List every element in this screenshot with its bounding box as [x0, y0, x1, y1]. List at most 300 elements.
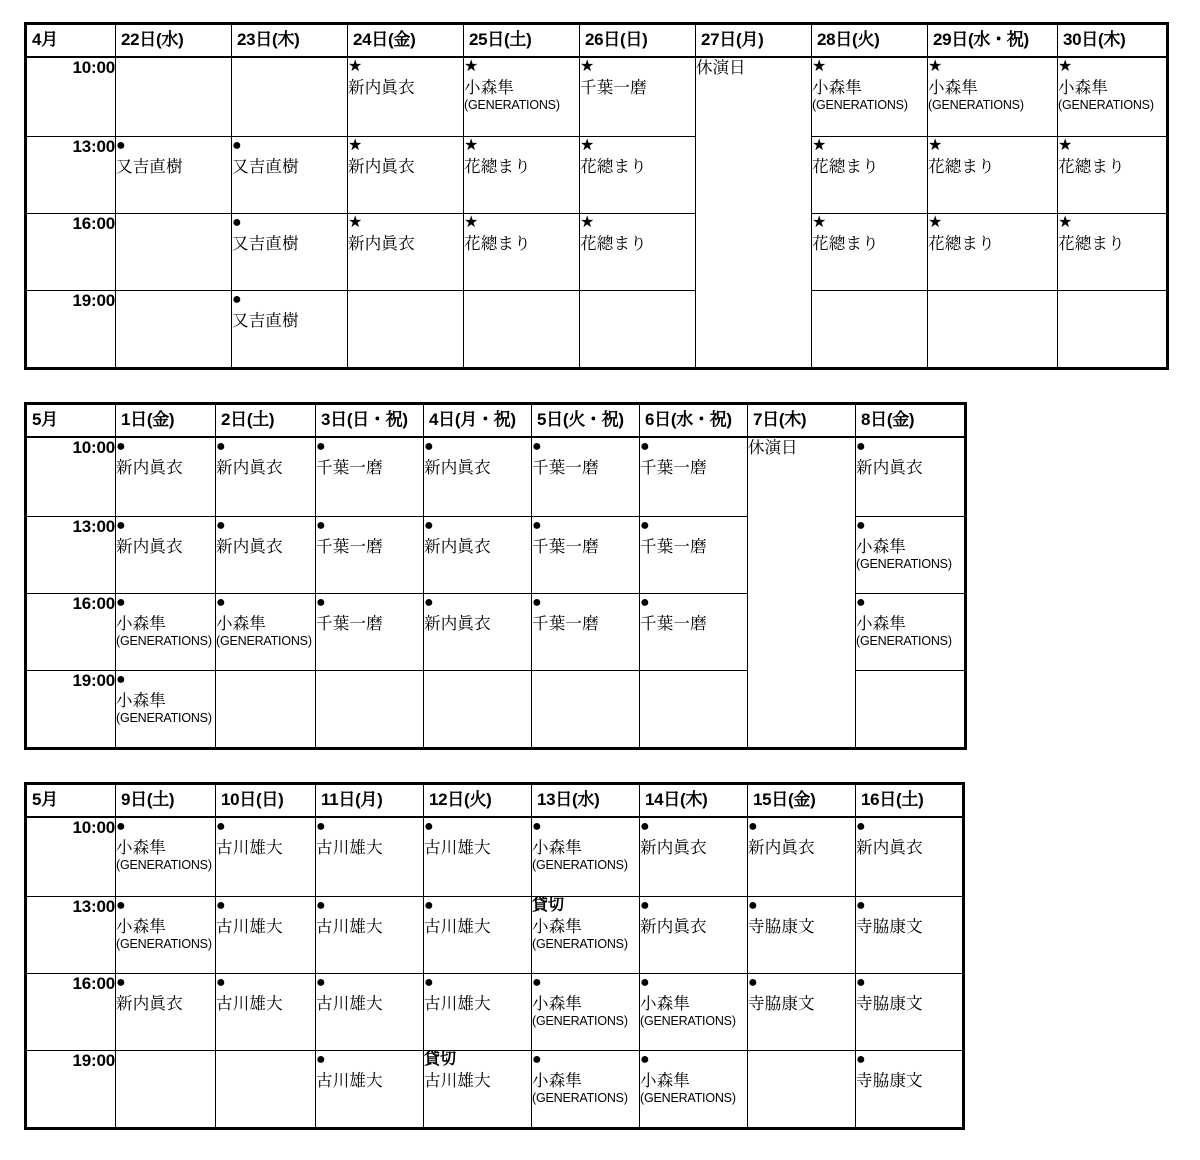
- performance-cell[interactable]: [748, 974, 856, 1051]
- table-header-row: [26, 784, 964, 818]
- closed-day-cell: [696, 57, 812, 369]
- performer-name: 新内眞衣: [640, 918, 707, 936]
- performance-cell[interactable]: [532, 897, 640, 974]
- performer-group: (GENERATIONS): [464, 98, 560, 112]
- performance-cell[interactable]: [640, 517, 748, 594]
- table-header-row: [26, 24, 1168, 58]
- performer-group: (GENERATIONS): [116, 711, 212, 725]
- time-label: 10:00: [26, 817, 116, 897]
- performance-cell[interactable]: [1058, 57, 1168, 137]
- performer-name: 花總まり: [812, 235, 879, 253]
- performance-cell[interactable]: [232, 291, 348, 369]
- performance-cell[interactable]: [316, 517, 424, 594]
- performer-name: 小森隼: [856, 538, 907, 556]
- performer-group: (GENERATIONS): [532, 1014, 628, 1028]
- circle-icon: ●: [216, 438, 226, 455]
- circle-icon: ●: [216, 594, 226, 611]
- performer-name: 寺脇康文: [748, 918, 815, 936]
- empty-cell: [1058, 291, 1168, 369]
- performer-name: 千葉一磨: [316, 615, 383, 633]
- performer-name: 花總まり: [464, 158, 531, 176]
- performance-cell[interactable]: [116, 594, 216, 671]
- performance-cell[interactable]: [532, 594, 640, 671]
- circle-icon: ●: [116, 137, 126, 154]
- circle-icon: ●: [216, 517, 226, 534]
- performance-cell[interactable]: [116, 517, 216, 594]
- schedule-row: [26, 437, 966, 517]
- performer-name: 新内眞衣: [116, 995, 183, 1013]
- circle-icon: ●: [216, 897, 226, 914]
- performance-cell[interactable]: [424, 817, 532, 897]
- performance-cell[interactable]: [116, 974, 216, 1051]
- performer-name: 新内眞衣: [216, 538, 283, 556]
- performer-group: (GENERATIONS): [532, 858, 628, 872]
- performance-cell[interactable]: [116, 897, 216, 974]
- time-label: 19:00: [26, 1051, 116, 1129]
- time-label: 10:00: [26, 57, 116, 137]
- performance-cell[interactable]: [640, 897, 748, 974]
- performer-name: 小森隼: [532, 839, 583, 857]
- performance-cell[interactable]: [216, 974, 316, 1051]
- day-header: 27日(月): [696, 24, 812, 58]
- performer-group: (GENERATIONS): [812, 98, 908, 112]
- circle-icon: ●: [316, 517, 326, 534]
- day-header: 26日(日): [580, 24, 696, 58]
- performance-cell[interactable]: [856, 817, 964, 897]
- performance-cell[interactable]: [216, 437, 316, 517]
- performer-name: 古川雄大: [424, 995, 491, 1013]
- star-icon: ★: [1058, 137, 1073, 154]
- performer-group: (GENERATIONS): [216, 634, 312, 648]
- day-header: 2日(土): [216, 404, 316, 438]
- performer-name: 千葉一磨: [532, 538, 599, 556]
- empty-cell: [216, 1051, 316, 1129]
- performance-cell[interactable]: [812, 57, 928, 137]
- circle-icon: ●: [640, 818, 650, 835]
- star-icon: ★: [1058, 214, 1073, 231]
- performer-name: 新内眞衣: [348, 235, 415, 253]
- performer-name: 新内眞衣: [424, 538, 491, 556]
- day-header: 6日(水・祝): [640, 404, 748, 438]
- schedule-tables-container: [24, 22, 1176, 1130]
- star-icon: ★: [580, 214, 595, 231]
- empty-cell: [748, 1051, 856, 1129]
- schedule-row: [26, 817, 964, 897]
- circle-icon: ●: [424, 438, 434, 455]
- day-header: 12日(火): [424, 784, 532, 818]
- circle-icon: ●: [424, 594, 434, 611]
- circle-icon: ●: [316, 1051, 326, 1068]
- day-header: 13日(水): [532, 784, 640, 818]
- performance-cell[interactable]: [580, 214, 696, 291]
- circle-icon: ●: [856, 897, 866, 914]
- performer-name: 又吉直樹: [232, 312, 299, 330]
- performer-name: 古川雄大: [424, 839, 491, 857]
- performance-cell[interactable]: [748, 897, 856, 974]
- day-header: 9日(土): [116, 784, 216, 818]
- day-header: 22日(水): [116, 24, 232, 58]
- performance-cell[interactable]: [464, 57, 580, 137]
- performance-cell[interactable]: [640, 817, 748, 897]
- circle-icon: ●: [532, 818, 542, 835]
- star-icon: ★: [580, 137, 595, 154]
- empty-cell: [928, 291, 1058, 369]
- performer-name: 新内眞衣: [348, 158, 415, 176]
- table-may-second: [24, 782, 965, 1130]
- performer-name: 小森隼: [1058, 79, 1109, 97]
- circle-icon: ●: [316, 818, 326, 835]
- day-header: 3日(日・祝): [316, 404, 424, 438]
- performance-cell[interactable]: [580, 57, 696, 137]
- performer-name: 小森隼: [116, 839, 167, 857]
- performance-cell[interactable]: [856, 897, 964, 974]
- circle-icon: ●: [532, 517, 542, 534]
- day-header: 10日(日): [216, 784, 316, 818]
- performer-name: 古川雄大: [216, 918, 283, 936]
- performance-cell[interactable]: [424, 517, 532, 594]
- performer-name: 花總まり: [580, 158, 647, 176]
- performer-name: 千葉一磨: [580, 79, 647, 97]
- schedule-row: [26, 137, 1168, 214]
- performer-name: 小森隼: [216, 615, 267, 633]
- star-icon: ★: [928, 214, 943, 231]
- performance-cell[interactable]: [216, 897, 316, 974]
- performer-name: 寺脇康文: [748, 995, 815, 1013]
- empty-cell: [232, 57, 348, 137]
- performance-cell[interactable]: [640, 594, 748, 671]
- empty-cell: [464, 291, 580, 369]
- time-label: 13:00: [26, 517, 116, 594]
- private-booking-label: 貸切: [424, 1051, 457, 1068]
- performer-group: (GENERATIONS): [640, 1014, 736, 1028]
- table-may-first: [24, 402, 967, 750]
- performance-cell[interactable]: [464, 137, 580, 214]
- performance-cell[interactable]: [348, 214, 464, 291]
- performance-cell[interactable]: [424, 974, 532, 1051]
- empty-cell: [216, 671, 316, 749]
- performance-cell[interactable]: [1058, 137, 1168, 214]
- circle-icon: ●: [856, 517, 866, 534]
- circle-icon: ●: [216, 818, 226, 835]
- performer-group: (GENERATIONS): [856, 557, 952, 571]
- performer-name: 千葉一磨: [640, 538, 707, 556]
- performance-cell[interactable]: [216, 817, 316, 897]
- performer-name: 千葉一磨: [532, 615, 599, 633]
- empty-cell: [580, 291, 696, 369]
- empty-cell: [640, 671, 748, 749]
- circle-icon: ●: [116, 438, 126, 455]
- performance-cell[interactable]: [424, 594, 532, 671]
- day-header: 23日(木): [232, 24, 348, 58]
- performance-cell[interactable]: [532, 517, 640, 594]
- performer-name: 小森隼: [640, 1072, 691, 1090]
- circle-icon: ●: [116, 897, 126, 914]
- performer-name: 千葉一磨: [316, 459, 383, 477]
- performer-name: 花總まり: [928, 235, 995, 253]
- empty-cell: [532, 671, 640, 749]
- schedule-row: [26, 1051, 964, 1129]
- performer-name: 古川雄大: [316, 995, 383, 1013]
- month-label: 5月: [26, 784, 116, 818]
- performance-cell[interactable]: [580, 137, 696, 214]
- performer-name: 小森隼: [532, 995, 583, 1013]
- performance-cell[interactable]: [348, 137, 464, 214]
- circle-icon: ●: [424, 974, 434, 991]
- empty-cell: [856, 671, 966, 749]
- performance-cell[interactable]: [316, 817, 424, 897]
- performance-cell[interactable]: [316, 974, 424, 1051]
- circle-icon: ●: [532, 438, 542, 455]
- performer-name: 寺脇康文: [856, 995, 923, 1013]
- performer-name: 新内眞衣: [116, 459, 183, 477]
- time-label: 10:00: [26, 437, 116, 517]
- empty-cell: [316, 671, 424, 749]
- performer-name: 新内眞衣: [748, 839, 815, 857]
- performer-name: 小森隼: [856, 615, 907, 633]
- performer-name: 古川雄大: [216, 995, 283, 1013]
- performance-cell[interactable]: [532, 974, 640, 1051]
- star-icon: ★: [464, 137, 479, 154]
- circle-icon: ●: [116, 594, 126, 611]
- performance-cell[interactable]: [640, 974, 748, 1051]
- performer-group: (GENERATIONS): [116, 858, 212, 872]
- day-header: 15日(金): [748, 784, 856, 818]
- day-header: 7日(木): [748, 404, 856, 438]
- performer-name: 新内眞衣: [424, 459, 491, 477]
- star-icon: ★: [464, 58, 479, 75]
- day-header: 11日(月): [316, 784, 424, 818]
- performance-cell[interactable]: [316, 594, 424, 671]
- performer-name: 花總まり: [464, 235, 531, 253]
- star-icon: ★: [928, 137, 943, 154]
- performer-name: 又吉直樹: [232, 235, 299, 253]
- performer-name: 小森隼: [116, 692, 167, 710]
- circle-icon: ●: [116, 818, 126, 835]
- performance-cell[interactable]: [928, 137, 1058, 214]
- circle-icon: ●: [640, 594, 650, 611]
- performer-name: 花總まり: [812, 158, 879, 176]
- circle-icon: ●: [116, 671, 126, 688]
- star-icon: ★: [812, 58, 827, 75]
- performer-name: 新内眞衣: [640, 839, 707, 857]
- private-booking-label: 貸切: [532, 897, 565, 914]
- empty-cell: [812, 291, 928, 369]
- time-label: 13:00: [26, 137, 116, 214]
- circle-icon: ●: [232, 291, 242, 308]
- schedule-row: [26, 214, 1168, 291]
- performance-cell[interactable]: [532, 1051, 640, 1129]
- closed-day-label: 休演日: [696, 59, 746, 77]
- closed-day-cell: [748, 437, 856, 749]
- circle-icon: ●: [316, 594, 326, 611]
- circle-icon: ●: [424, 517, 434, 534]
- star-icon: ★: [348, 58, 363, 75]
- performer-group: (GENERATIONS): [928, 98, 1024, 112]
- empty-cell: [116, 214, 232, 291]
- performer-name: 新内眞衣: [348, 79, 415, 97]
- performer-name: 小森隼: [116, 615, 167, 633]
- performer-name: 千葉一磨: [316, 538, 383, 556]
- performer-name: 花總まり: [928, 158, 995, 176]
- star-icon: ★: [580, 58, 595, 75]
- performance-cell[interactable]: [532, 437, 640, 517]
- performer-name: 小森隼: [532, 1072, 583, 1090]
- star-icon: ★: [1058, 58, 1073, 75]
- circle-icon: ●: [532, 594, 542, 611]
- performer-name: 新内眞衣: [216, 459, 283, 477]
- circle-icon: ●: [856, 818, 866, 835]
- performer-group: (GENERATIONS): [116, 634, 212, 648]
- performance-cell[interactable]: [748, 817, 856, 897]
- performance-cell[interactable]: [316, 897, 424, 974]
- circle-icon: ●: [532, 1051, 542, 1068]
- performer-group: (GENERATIONS): [532, 937, 628, 951]
- performance-cell[interactable]: [928, 214, 1058, 291]
- time-label: 16:00: [26, 974, 116, 1051]
- star-icon: ★: [812, 137, 827, 154]
- performer-name: 小森隼: [116, 918, 167, 936]
- time-label: 19:00: [26, 671, 116, 749]
- schedule-row: [26, 974, 964, 1051]
- performer-name: 花總まり: [1058, 235, 1125, 253]
- performance-cell[interactable]: [424, 437, 532, 517]
- circle-icon: ●: [116, 517, 126, 534]
- circle-icon: ●: [856, 438, 866, 455]
- performance-cell[interactable]: [812, 214, 928, 291]
- performance-cell[interactable]: [532, 817, 640, 897]
- performance-cell[interactable]: [316, 1051, 424, 1129]
- circle-icon: ●: [856, 1051, 866, 1068]
- schedule-row: [26, 897, 964, 974]
- performer-name: 小森隼: [532, 918, 583, 936]
- time-label: 16:00: [26, 214, 116, 291]
- performance-cell[interactable]: [856, 437, 966, 517]
- performance-cell[interactable]: [424, 1051, 532, 1129]
- circle-icon: ●: [748, 897, 758, 914]
- empty-cell: [116, 57, 232, 137]
- circle-icon: ●: [316, 438, 326, 455]
- day-header: 5日(火・祝): [532, 404, 640, 438]
- performance-cell[interactable]: [116, 437, 216, 517]
- schedule-row: [26, 57, 1168, 137]
- performance-cell[interactable]: [116, 671, 216, 749]
- performer-group: (GENERATIONS): [856, 634, 952, 648]
- performance-cell[interactable]: [856, 594, 966, 671]
- day-header: 25日(土): [464, 24, 580, 58]
- performance-cell[interactable]: [216, 517, 316, 594]
- circle-icon: ●: [116, 974, 126, 991]
- star-icon: ★: [928, 58, 943, 75]
- performer-name: 千葉一磨: [532, 459, 599, 477]
- performer-name: 寺脇康文: [856, 1072, 923, 1090]
- empty-cell: [116, 291, 232, 369]
- performer-name: 古川雄大: [424, 918, 491, 936]
- performer-name: 又吉直樹: [116, 158, 183, 176]
- circle-icon: ●: [232, 214, 242, 231]
- circle-icon: ●: [640, 438, 650, 455]
- performance-cell[interactable]: [856, 517, 966, 594]
- day-header: 8日(金): [856, 404, 966, 438]
- performance-cell[interactable]: [424, 897, 532, 974]
- circle-icon: ●: [748, 818, 758, 835]
- performance-cell[interactable]: [116, 137, 232, 214]
- circle-icon: ●: [640, 897, 650, 914]
- month-label: 4月: [26, 24, 116, 58]
- performance-cell[interactable]: [348, 57, 464, 137]
- performer-name: 古川雄大: [216, 839, 283, 857]
- performer-name: 新内眞衣: [116, 538, 183, 556]
- circle-icon: ●: [640, 517, 650, 534]
- day-header: 16日(土): [856, 784, 964, 818]
- performance-cell[interactable]: [928, 57, 1058, 137]
- performer-name: 寺脇康文: [856, 918, 923, 936]
- time-label: 19:00: [26, 291, 116, 369]
- performance-cell[interactable]: [856, 974, 964, 1051]
- circle-icon: ●: [640, 974, 650, 991]
- day-header: 4日(月・祝): [424, 404, 532, 438]
- empty-cell: [116, 1051, 216, 1129]
- performance-cell[interactable]: [232, 137, 348, 214]
- day-header: 24日(金): [348, 24, 464, 58]
- performance-cell[interactable]: [216, 594, 316, 671]
- performer-group: (GENERATIONS): [116, 937, 212, 951]
- performance-cell[interactable]: [116, 817, 216, 897]
- performance-cell[interactable]: [232, 214, 348, 291]
- performance-cell[interactable]: [856, 1051, 964, 1129]
- performer-name: 古川雄大: [424, 1072, 491, 1090]
- performer-name: 小森隼: [640, 995, 691, 1013]
- performer-name: 古川雄大: [316, 918, 383, 936]
- performance-cell[interactable]: [640, 437, 748, 517]
- star-icon: ★: [348, 137, 363, 154]
- circle-icon: ●: [748, 974, 758, 991]
- day-header: 30日(木): [1058, 24, 1168, 58]
- performance-cell[interactable]: [812, 137, 928, 214]
- circle-icon: ●: [316, 897, 326, 914]
- performer-name: 小森隼: [464, 79, 515, 97]
- month-label: 5月: [26, 404, 116, 438]
- star-icon: ★: [348, 214, 363, 231]
- performance-cell[interactable]: [464, 214, 580, 291]
- time-label: 13:00: [26, 897, 116, 974]
- performer-group: (GENERATIONS): [532, 1091, 628, 1105]
- star-icon: ★: [464, 214, 479, 231]
- circle-icon: ●: [856, 974, 866, 991]
- performer-group: (GENERATIONS): [640, 1091, 736, 1105]
- circle-icon: ●: [424, 897, 434, 914]
- performer-name: 又吉直樹: [232, 158, 299, 176]
- performance-cell[interactable]: [1058, 214, 1168, 291]
- circle-icon: ●: [424, 818, 434, 835]
- empty-cell: [348, 291, 464, 369]
- star-icon: ★: [812, 214, 827, 231]
- performer-name: 新内眞衣: [424, 615, 491, 633]
- performance-cell[interactable]: [316, 437, 424, 517]
- performer-name: 小森隼: [928, 79, 979, 97]
- performer-name: 千葉一磨: [640, 459, 707, 477]
- table-header-row: [26, 404, 966, 438]
- day-header: 29日(水・祝): [928, 24, 1058, 58]
- performer-name: 古川雄大: [316, 1072, 383, 1090]
- day-header: 1日(金): [116, 404, 216, 438]
- circle-icon: ●: [232, 137, 242, 154]
- performer-name: 花總まり: [580, 235, 647, 253]
- performer-name: 新内眞衣: [856, 839, 923, 857]
- circle-icon: ●: [856, 594, 866, 611]
- performance-cell[interactable]: [640, 1051, 748, 1129]
- empty-cell: [424, 671, 532, 749]
- performer-name: 千葉一磨: [640, 615, 707, 633]
